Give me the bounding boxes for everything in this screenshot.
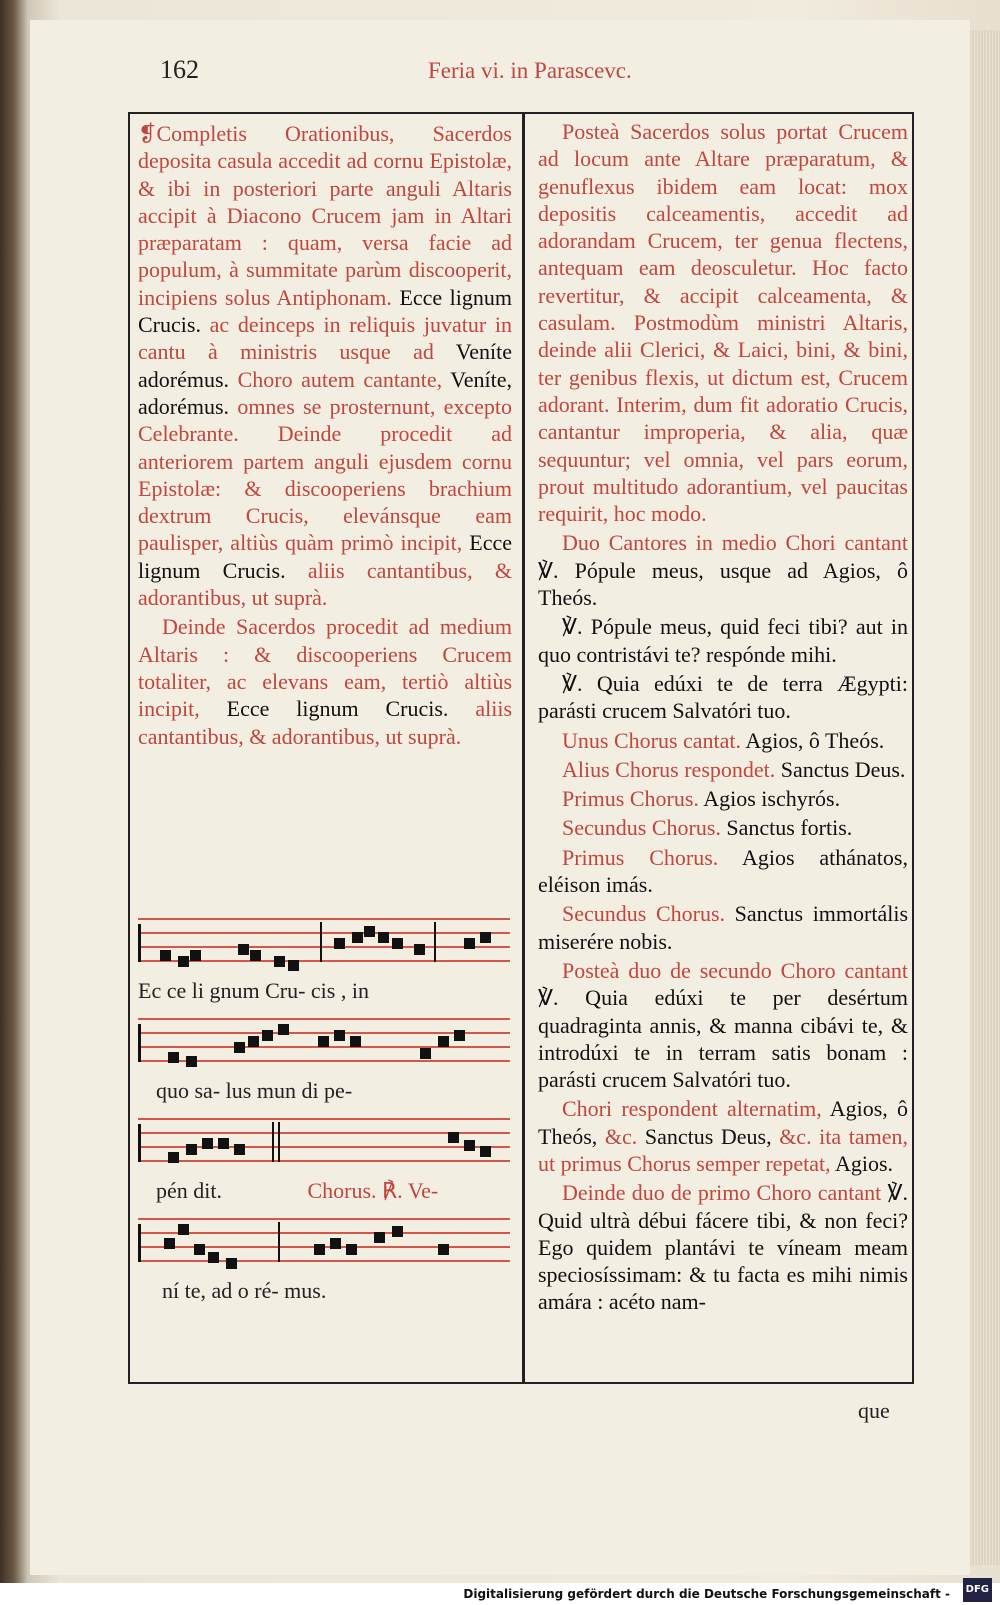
lyric-rubric: Chorus. ℟. Ve- bbox=[307, 1178, 439, 1203]
rubric-text: omnes se prosternunt, excepto Celebrante. Deinde procedit ad anteriorem partem anguli ejusdem cornu Epistolæ: & discooperiens brachium dextrum Crucis, elevánsque eam paulisper, altiùs quàm primò incipit, bbox=[138, 393, 513, 556]
chant-text: Sanctus immortális miserére nobis. bbox=[538, 901, 909, 954]
digitization-footer bbox=[0, 1583, 1000, 1605]
chant-text: Sanctus Deus. bbox=[780, 756, 906, 782]
page-edges bbox=[970, 30, 1000, 1565]
response-2 bbox=[538, 756, 908, 783]
chant-text: Agios, ô Theós, bbox=[538, 1096, 908, 1149]
verse-2: ℣. Quia edúxi te de terra Ægypti: parásti crucem Salvatóri tuo. bbox=[538, 670, 908, 724]
music-staff-1 bbox=[138, 914, 510, 970]
chant-text: Sanctus fortis. bbox=[726, 815, 853, 841]
rubric-text: ac deinceps in reliquis juvatur in cantu à ministris usque ad bbox=[138, 312, 512, 365]
rubric-text: Completis Orationibus, Sacerdos deposita casula accedit ad cornu Epistolæ, & ibi in posteriori parte anguli Altaris accipit à Diacono Crucem jam in Altari præparatam : quam, versa facie ad populum, à summitate parùm discooperit, incipiens solus Antiphonam. bbox=[138, 121, 512, 310]
response-6 bbox=[538, 900, 908, 955]
clef-icon bbox=[138, 1224, 147, 1262]
paragraph-mark-icon: ❡ bbox=[138, 121, 157, 146]
page-number: 162 bbox=[160, 55, 199, 84]
chant-text: Agios ischyrós. bbox=[703, 786, 841, 812]
music-staff-3 bbox=[138, 1114, 510, 1170]
clef-icon bbox=[138, 1124, 147, 1162]
rubric-paragraph-4 bbox=[538, 529, 908, 611]
chant-text: ℣. Quia edúxi te per desértum quadraginta annis, & manna cibávi te, & introdúxi te in terram satis bonam : parásti crucem Salvatóri tuo. bbox=[538, 985, 908, 1093]
chant-notation bbox=[138, 914, 510, 1314]
rubric-paragraph-2 bbox=[138, 613, 512, 749]
right-column bbox=[538, 118, 908, 1318]
rubric-text: Alius Chorus respondet. bbox=[562, 756, 776, 782]
left-column bbox=[138, 120, 512, 752]
clef-icon bbox=[138, 924, 147, 962]
response-5 bbox=[538, 844, 908, 899]
chant-incipit: Ecce lignum Crucis. bbox=[226, 696, 449, 722]
rubric-paragraph-5 bbox=[538, 1095, 908, 1177]
chant-text: Agios athánatos, eléison imás. bbox=[538, 844, 908, 898]
rubric-text: Primus Chorus. bbox=[562, 844, 719, 870]
lyrics-line-2: quo sa- lus mun di pe- bbox=[156, 1078, 353, 1103]
rubric-text: aliis cantantibus, & adorantibus, ut suprà. bbox=[138, 557, 512, 611]
chant-text: ℣. Quid ultrà débui fácere tibi, & non feci? Ego quidem plantávi te víneam meam speciosíssimam: & tu facta es mihi nimis amára : acéto nam- bbox=[538, 1180, 908, 1315]
text-frame bbox=[128, 112, 914, 1384]
chant-text: Sanctus Deus, bbox=[644, 1123, 772, 1149]
rubric-text: Choro autem cantante, bbox=[237, 366, 443, 392]
music-staff-4 bbox=[138, 1214, 510, 1270]
rubric-text: aliis cantantibus, & adorantibus, ut suprà. bbox=[138, 696, 513, 749]
lyric-fragment: pén dit. bbox=[156, 1178, 222, 1203]
verse-4 bbox=[538, 1179, 908, 1315]
rubric-text: Unus Chorus cantat. bbox=[562, 727, 742, 753]
music-staff-2 bbox=[138, 1014, 510, 1070]
rubric-text: &c. ita tamen, ut primus Chorus semper repetat, bbox=[538, 1123, 908, 1176]
chant-incipit: Ecce lignum Crucis. bbox=[138, 530, 512, 583]
response-3 bbox=[538, 785, 908, 812]
response-1 bbox=[538, 727, 908, 754]
rubric-text: Deinde duo de primo Choro cantant bbox=[562, 1180, 882, 1206]
clef-icon bbox=[138, 1024, 147, 1062]
chant-incipit: Veníte, adorémus. bbox=[138, 366, 512, 419]
rubric-text: Secundus Chorus. bbox=[562, 815, 721, 841]
rubric-text: Chori respondent alternatim, bbox=[562, 1096, 822, 1122]
rubric-paragraph-3: Posteà Sacerdos solus portat Crucem ad locum ante Altare præparatum, & genuflexus ibidem eam locat: mox depositis calceamentis, accedit ad adorandam Crucem, ter genua flectens, antequam eam deosculetur. Hoc facto revertitur, & accipit calceamenta, & casulam. Postmodùm ministri Altaris, deinde alii Clerici, & Laici, bini, & bini, ter genibus flexis, ut dictum est, Crucem adorant. Interim, dum fit adoratio Crucis, cantantur improperia, & alia, quæ sequuntur; vel omnia, vel pars eorum, prout multitudo adorantium, vel paucitas requirit, hoc modo. bbox=[538, 119, 908, 527]
lyrics-line-1: Ec ce li gnum Cru- cis , in bbox=[138, 978, 369, 1003]
verse-1: ℣. Pópule meus, quid feci tibi? aut in quo contristávi te? respónde mihi. bbox=[538, 614, 908, 667]
dfg-logo: DFG bbox=[963, 1578, 992, 1602]
chant-incipit: Ecce lignum Crucis. bbox=[138, 284, 512, 338]
lyrics-line-3 bbox=[138, 1178, 510, 1214]
footer-text: Digitalisierung gefördert durch die Deutsche Forschungsgemeinschaft - bbox=[463, 1587, 950, 1601]
chant-text: Agios. bbox=[834, 1150, 894, 1176]
catchword: que bbox=[858, 1398, 890, 1423]
rubric-text: Secundus Chorus. bbox=[562, 901, 726, 927]
running-head: Feria vi. in Parascevc. bbox=[428, 58, 632, 83]
rubric-text: Duo Cantores in medio Chori cantant bbox=[562, 530, 908, 556]
rubric-text: &c. bbox=[604, 1123, 638, 1149]
chant-text: ℣. Pópule meus, usque ad Agios, ô Theós. bbox=[538, 557, 908, 611]
lyrics-line-4: ní te, ad o ré- mus. bbox=[162, 1278, 327, 1303]
rubric-paragraph-1 bbox=[138, 120, 512, 611]
column-divider bbox=[522, 114, 525, 1382]
chant-text: Agios, ô Theós. bbox=[745, 727, 885, 753]
rubric-text: Deinde Sacerdos procedit ad medium Altaris : & discooperiens Crucem totaliter, ac elevans eam, tertiò altiùs incipit, bbox=[138, 614, 512, 722]
rubric-text: Posteà duo de secundo Choro cantant bbox=[562, 957, 908, 983]
chant-incipit: Veníte adorémus. bbox=[138, 339, 512, 392]
rubric-text: Primus Chorus. bbox=[562, 786, 699, 812]
response-4 bbox=[538, 814, 908, 841]
verse-3 bbox=[538, 957, 908, 1093]
